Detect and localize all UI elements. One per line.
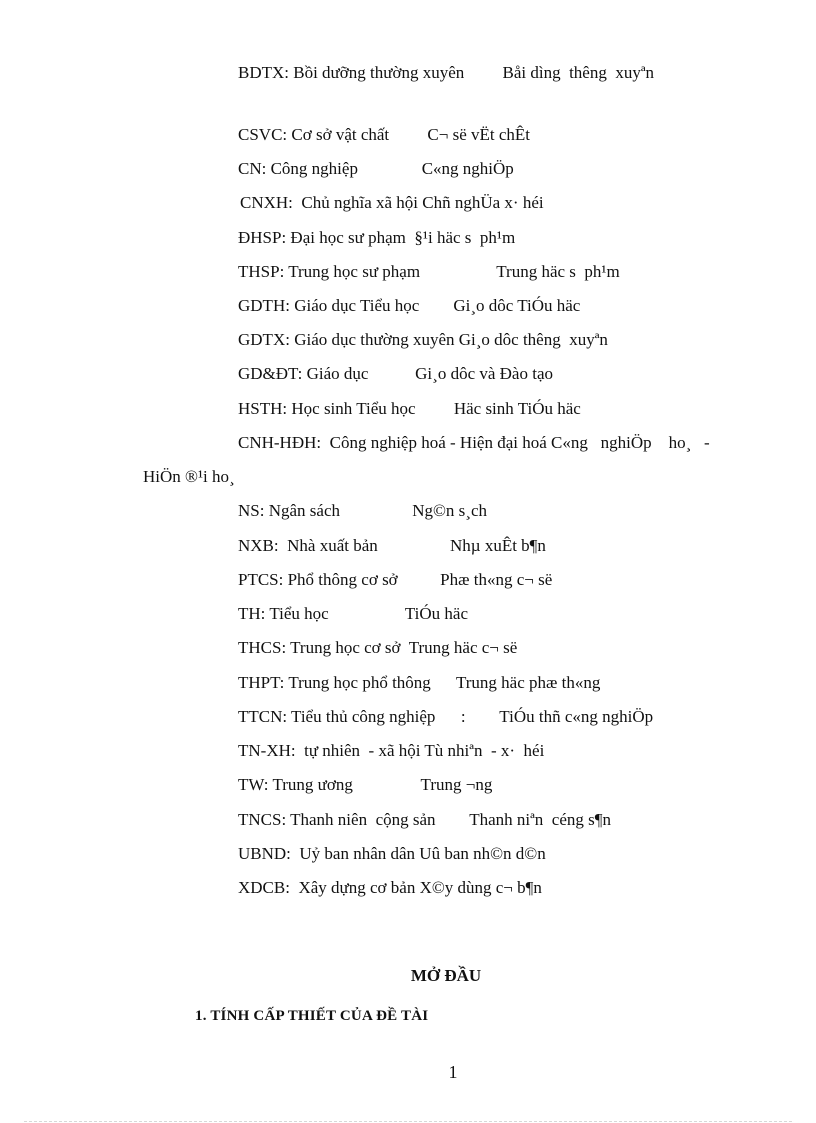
- abbr-line-dhsp: ĐHSP: Đại học sư phạm §¹i häc s ph¹m: [238, 228, 516, 247]
- abbr-line-cnxh: CNXH: Chủ nghĩa xã hội Chñ nghÜa x· héi: [240, 193, 544, 212]
- abbr-line-gdth: GDTH: Giáo dục Tiểu học Gi¸o dôc TiÓu häc: [238, 296, 581, 315]
- page-heading: MỞ ĐẦU: [410, 966, 482, 985]
- abbr-line-tw: TW: Trung ương Trung ¬ng: [238, 775, 493, 794]
- abbr-line-tncs: TNCS: Thanh niên cộng sản Thanh niªn céng s¶n: [238, 810, 611, 829]
- abbr-line-gdtx: GDTX: Giáo dục thường xuyên Gi¸o dôc thêng xuyªn: [238, 330, 608, 349]
- section-title: 1. TÍNH CẤP THIẾT CỦA ĐỀ TÀI: [195, 1008, 429, 1024]
- abbr-line-bdtx: BDTX: Bồi dưỡng thường xuyên Båi dìng thêng xuyªn: [238, 63, 655, 82]
- abbr-line-thcs: THCS: Trung học cơ sở Trung häc c¬ së: [238, 638, 518, 657]
- abbr-line-th: TH: Tiểu học TiÓu häc: [238, 604, 468, 623]
- abbr-line-cn: CN: Công nghiệp C«ng nghiÖp: [238, 159, 514, 178]
- abbr-line-xdcb: XDCB: Xây dựng cơ bản X©y dùng c¬ b¶n: [238, 878, 542, 897]
- abbr-line-nxb: NXB: Nhà xuất bản Nhµ xuÊt b¶n: [238, 536, 546, 555]
- abbr-line-thsp: THSP: Trung học sư phạm Trung häc s ph¹m: [238, 262, 620, 281]
- abbr-line-ptcs: PTCS: Phổ thông cơ sở Phæ th«ng c¬ së: [238, 570, 553, 589]
- abbr-line-csvc: CSVC: Cơ sở vật chất C¬ së vËt chÊt: [238, 125, 530, 144]
- abbr-line-cnh-hdh: CNH-HĐH: Công nghiệp hoá - Hiện đại hoá C«ng nghiÖp ho¸ -: [238, 433, 710, 452]
- abbr-line-ubnd: UBND: Uỷ ban nhân dân Uû ban nh©n d©n: [238, 844, 546, 863]
- abbr-line-gddt: GD&ĐT: Giáo dục Gi¸o dôc và Đào tạo: [238, 364, 553, 383]
- abbr-line-tn-xh: TN-XH: tự nhiên - xã hội Tù nhiªn - x· héi: [238, 741, 545, 760]
- abbr-line-ns: NS: Ngân sách Ng©n s¸ch: [238, 501, 487, 520]
- page-number: 1: [448, 1062, 458, 1082]
- abbr-line-ttcn: TTCN: Tiểu thủ công nghiệp : TiÓu thñ c«ng nghiÖp: [238, 707, 654, 726]
- abbr-line-continuation: HiÖn ®¹i ho¸: [143, 467, 235, 486]
- abbr-line-hsth: HSTH: Học sinh Tiểu học Häc sinh TiÓu häc: [238, 399, 581, 418]
- abbr-line-thpt: THPT: Trung học phổ thông Trung häc phæ th«ng: [238, 673, 601, 692]
- page-bottom-divider: [24, 1121, 792, 1122]
